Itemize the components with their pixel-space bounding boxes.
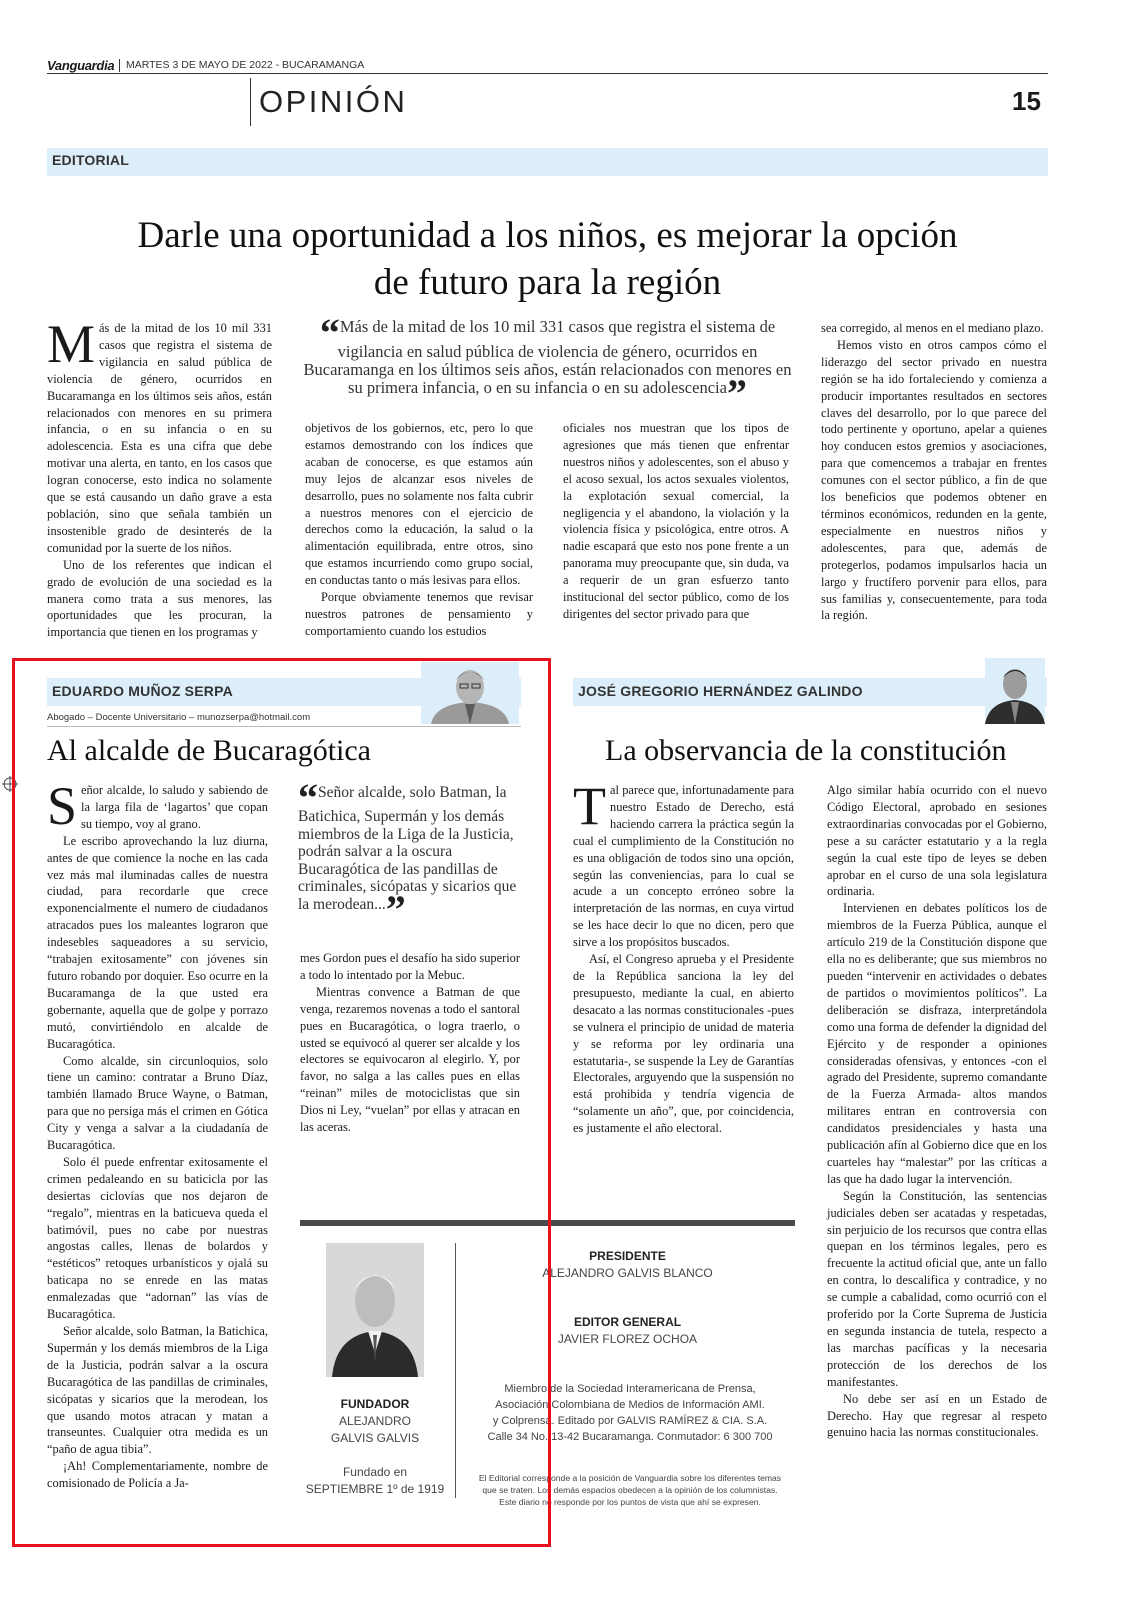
editorial-column-2 [305,420,533,640]
left-p5: Señor alcalde, solo Batman, la Batichica, Supermán y los demás miembros de la Liga de la Justicia, podrán salvar a la oscura Bucaragótica de las pandillas de criminales, sicópatas y sicarios que la merodean, los que usando motos atracan y matan a transeuntes. Cualquier otra medida es un “paño de agua tibia”. [47,1324,268,1457]
president-label: PRESIDENTE [589,1249,666,1263]
left-p2: Le escribo aprovechando la luz diurna, antes de que comience la noche en las cada vez más mal iluminadas calles de nuestra ciudad, para recordarle que crece exponencialmente el numero de ciudadanos atracados pues los maleantes lograron que indesebles saqueadores a su servicio, “trabajen exitosamente” con jóvenes sin futuro robando por doquier. Eso ocurre en la Bucaramanga de la que usted era gobernante, aquella que de golpe y porrazo mutó, convirtiéndolo en alcalde de Bucaragótica. [47,833,268,1051]
right-c2-p2: Intervienen en debates políticos los de miembros de la Fuerza Pública, aunque el artículo 219 de la Constitución dispone que ella no es deliberante; que sus miembros no pueden “intervenir en actividades o debates de partidos o movimientos políticos”. La deliberación se disfraza, interpretándola como una forma de defender la dignidad del Ejército y de responder a opiniones consideradas ofensivas, y entonces -con el agrado del Presidente, supremo comandante de la Fuerza Armada- altos mandos militares entran en controversia con candidatos presidenciales y hasta una publicación afín al Gobierno dice que en los cuarteles hay “malestar” por las críticas a las que ha dado lugar la intervención. [827,901,1047,1186]
editorial-col2-p1: objetivos de los gobiernos, etc, pero lo que estamos demostrando con los índices que acaban de conocerse, es que estamos aún muy lejos de alcanzar esos niveles de desarrollo, pues no solamente nos falta cubrir a nuestros menores con el ejercicio de derechos como la educación, la salud o la alimentación equilibrada, entre otros, sino que estamos incurriendo como grupo social, en conductas tanto o más lesivas para ellos. [305,421,533,588]
close-quote-icon-left: ” [385,886,406,932]
editorial-bar [47,148,1048,176]
editorial-pull-quote-text: Más de la mitad de los 10 mil 331 casos que registra el sistema de vigilancia en salud pública de violencia de género, ocurridos en Bucaramanga en los últimos seis años, están relacionados con menores en su primera infancia, o en su infancia o en su adolescencia [303,317,792,397]
header-rule [47,73,1048,74]
open-quote-icon: “ [319,310,340,355]
editorial-headline-line1: Darle una oportunidad a los niños, es mejorar la opción [137,215,958,256]
right-c2-p4: No debe ser así en un Estado de Derecho. Hay que regresar al respeto genuino hacia las normas constitucionales. [827,1391,1047,1440]
author-name-left: EDUARDO MUÑOZ SERPA [52,683,233,699]
brand-divider [119,59,120,72]
author-bio-left: Abogado – Docente Universitario – munozserpa@hotmail.com [47,712,311,723]
editorial-column-4 [821,320,1047,624]
section-divider [250,78,251,126]
left-pull-quote-text: Señor alcalde, solo Batman, la Batichica, Supermán y los demás miembros de la Liga de la Justicia, podrán salvar a la oscura Bucaragótica de las pandillas de criminales, sicópatas y sicarios que la merodean... [298,784,517,913]
author-name-right: JOSÉ GREGORIO HERNÁNDEZ GALINDO [578,683,863,699]
section-title: OPINIÓN [259,84,408,119]
left-p6: ¡Ah! Complementariamente, nombre de comisionado de Policía a Ja- [47,1459,268,1491]
right-c2-p3: Según la Constitución, las sentencias judiciales deben ser acatadas y respetadas, sin perjuicio de los recursos que contra ellas quepan en los términos legales, pero es frecuente la actitud oficial que, ante un fallo en contra, lo descalifica y contradice, y no se cumple a cabalidad, como ocurrió con el proferido por la Corte Suprema de Justicia en segunda instancia de tutela, respecto a las marchas pacíficas y la necesaria protección de los derechos de los manifestantes. [827,1188,1047,1389]
left-p4: Solo él puede enfrentar exitosamente el crimen pedaleando en su baticicla por las desiertas ciclovías que nos dejaron de “regalo”, mientras en la baticueva queda el batimóvil, pues no cabe por nuestras angostas calles, llenas de bolardos y “estéticos” retoques urbanísticos y ojalá su baticapa no se enrede en las matas enmalezadas que “adornan” las vías de Bucaragótica. [47,1154,268,1322]
founder-name-1: ALEJANDRO [338,1414,412,1428]
founder-name-2: GALVIS GALVIS [330,1431,420,1445]
right-c2-p1: Algo similar había ocurrido con el nuevo Código Electoral, aprobado en sesiones extraordinarias convocadas por el Gobierno, pese a su carácter estatutario y a la regla según la cual este tipo de leyes se deben aprobar en el curso de una sola legislatura ordinaria. [827,783,1047,899]
founder-label: FUNDADOR [340,1397,410,1411]
editor-name: JAVIER FLOREZ OCHOA [557,1332,698,1346]
right-p2: Así, el Congreso aprueba y el Presidente de la República sanciona la ley del presupuesto, mediante la cual, en abierto desacato a las normas constitucionales -pues se vulnera el principio de unidad de materia y se reforma por ley ordinaria una estatutaria-, se suspende la Ley de Garantías Electorales, arguyendo que la suspensión no está prohibida y tendría vigencia de “solamente un año”, que, por coincidencia, es justamente el año electoral. [573,952,794,1136]
column-headline-right: La observancia de la constitución [605,734,1007,767]
member-line-4: Calle 34 No. 13-42 Bucaramanga. Conmutador: 6 300 700 [487,1431,773,1443]
founded-line-2: SEPTIEMBRE 1º de 1919 [305,1482,445,1496]
editor-label: EDITOR GENERAL [573,1315,682,1329]
disclaimer-line-3: Este diario no responde por los puntos de vista que ahí se expresen. [499,1497,761,1507]
disclaimer-line-1: El Editorial corresponde a la posición de Vanguardia sobre los diferentes temas [478,1473,782,1483]
highlight-box [12,658,551,1547]
editorial-pull-quote [300,310,795,416]
page-number: 15 [1012,86,1041,116]
editorial-col1-p1: ás de la mitad de los 10 mil 331 casos que registra el sistema de vigilancia en salud pública de violencia de género, ocurridos en Bucaramanga en los últimos seis años, están relacionados con menores en su primera infancia, o en su infancia o en su adolescencia. Esta es una cifra que debe motivar una alerta, en tanto, en los casos que logran conocerse, esto indica no solamente que se está causando un daño grave a esta población, sino que señala también un insostenible grado de desinterés de la comunidad por la suerte de los niños. [47,321,272,555]
right-p1: al parece que, infortunadamente para nuestro Estado de Derecho, está haciendo carrera la práctica según la cual el cumplimiento de la Constitución no es una obligación de todos sino una opción, según las conveniencias, para lo cual se acude a un concepto erróneo sobre la interpretación de las normas, en cuya virtud se les hace decir lo que no dicen, pero que sirve a los propósitos buscados. [573,783,794,950]
editorial-headline-line2: de futuro para la región [373,262,722,303]
editorial-col2-p2: Porque obviamente tenemos que revisar nuestros patrones de pensamiento y comportamiento cuando los estudios [305,590,533,638]
editorial-dropcap: M [47,314,96,374]
brand-logo: Vanguardia [47,58,115,73]
president-name: ALEJANDRO GALVIS BLANCO [542,1266,713,1280]
left-c2-p2: Mientras convence a Batman de que venga, rezaremos novenas a todo el santoral pues en Bucaragótica, o logra traerlo, o usted se equivocó al querer ser alcalde y los electores se equivocaron al elegirlo. Y, por favor, no salga a las calles pues en ellas “reinan” miles de motociclistas que sin Dios ni Ley, “vuelan” por ellas y atracan en las aceras. [300,984,520,1135]
left-p3: Como alcalde, sin circunloquios, solo tiene un camino: contratar a Bruno Díaz, también llamado Bruce Wayne, o Batman, para que no persiga más el crimen en Gótica City y venga a salvar a la ciudadanía de Bucaragótica. [47,1053,268,1153]
left-dropcap: S [47,776,78,836]
date-line: MARTES 3 DE MAYO DE 2022 - BUCARAMANGA [126,59,365,71]
right-column-1 [573,776,794,1137]
disclaimer-line-2: que se traten. Los demás espacios obedecen a la opinión de los columnistas. [482,1485,778,1495]
editorial-label: EDITORIAL [52,152,129,168]
editorial-headline [47,212,1048,306]
member-line-3: y Colprensa. Editado por GALVIS RAMÍREZ & CIA. S.A. [492,1415,768,1427]
left-p1: eñor alcalde, lo saludo y sabiendo de la larga fila de ‘lagartos’ que copan su tiempo, voy al grano. [81,783,268,831]
editorial-col3-p1: oficiales nos muestran que los tipos de agresiones que más tienen que enfrentar nuestros niños y adolescentes, son el abuso y el acoso sexual, los actos sexuales violentos, la explotación sexual comercial, la negligencia y el abandono, la violación y la violencia física y psicológica, entre otros. A nadie escapará que esto nos pone frente a un panorama muy preocupante que, sin duda, va a requerir de un gran esfuerzo tanto institucional del sector público, como de los dirigentes del sector privado para que [563,421,789,621]
right-dropcap: T [573,776,606,836]
right-column-2 [827,782,1047,1441]
column-headline-left: Al alcalde de Bucaragótica [47,734,371,767]
author-photo-right [985,658,1045,724]
member-line-2: Asociación Colombiana de Medios de Información AMI. [495,1399,765,1411]
founded-line-1: Fundado en [342,1465,408,1479]
editorial-column-1 [47,314,272,641]
editorial-column-3 [563,420,789,623]
left-c2-p1: mes Gordon pues el desafío ha sido superior a todo lo intentado por la Mebuc. [300,951,520,982]
editorial-col1-p2: Uno de los referentes que indican el grado de evolución de una sociedad es la manera como trata a sus menores, las oportunidades que les procuran, la importancia que tienen en los programas y [47,557,272,640]
member-line-1: Miembro de la Sociedad Interamericana de Prensa, [504,1383,756,1395]
open-quote-icon-left: “ [298,775,318,820]
editorial-col4-p1: sea corregido, al menos en el mediano plazo. [821,321,1044,335]
editorial-col4-p2: Hemos visto en otros campos cómo el liderazgo del sector privado en nuestra región se ha ido fortaleciendo y comienza a producir importantes resultados en sectores claves del desarrollo, por lo que parece del todo pertinente y oportuno, apelar a quienes hoy conducen estos gremios y asociaciones, para que comencemos a trabajar en frentes comunes con el sector público, a fin de que los beneficios que podemos obtener en términos económicos, redunden en la gente, especialmente en nuestros niños y adolescentes, para que, además de protegerlos, podamos impulsarlos hacia un largo y fructífero porvenir para ellos, para sus familias y, consecuentemente, para toda la región. [821,337,1047,623]
close-quote-icon: ” [726,371,747,416]
